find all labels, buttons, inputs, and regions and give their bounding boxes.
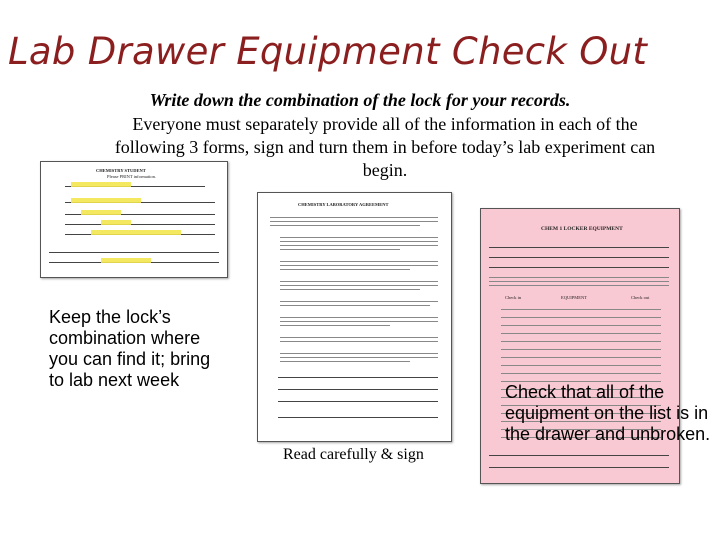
lab-agreement-form-image (257, 192, 452, 442)
keep-combination-note: Keep the lock’s combination where you can find it; bring to lab next week (49, 307, 211, 390)
form3-column-equipment: EQUIPMENT (561, 295, 587, 300)
form1-subheader: Please PRINT information. (107, 174, 157, 179)
form-highlight (101, 258, 151, 263)
page-title: Lab Drawer Equipment Check Out (8, 30, 648, 73)
form-highlight (71, 182, 131, 187)
form-highlight (71, 198, 141, 203)
form-line (49, 252, 219, 253)
form1-header: CHEMISTRY STUDENT (96, 168, 146, 173)
form-highlight (101, 220, 131, 225)
form-line (65, 224, 215, 225)
read-carefully-note: Read carefully & sign (283, 446, 424, 463)
check-equipment-note: Check that all of the equipment on the list is in the drawer and unbroken. (505, 382, 711, 444)
instruction-line-1: Write down the combination of the lock for your records. (149, 90, 571, 110)
form2-title: CHEMISTRY LABORATORY AGREEMENT (298, 202, 389, 207)
form-highlight (81, 210, 121, 215)
form3-title: CHEM 1 LOCKER EQUIPMENT (541, 226, 623, 232)
form3-column-checkout: Check out (631, 295, 650, 300)
student-info-form-image (40, 161, 228, 278)
form-highlight (91, 230, 181, 235)
instruction-line-2: Everyone must separately provide all of the information in each of the following 3 forms, sign and turn them in before today’s lab experiment can begin. (114, 114, 656, 180)
form3-column-checkin: Check in (505, 295, 522, 300)
